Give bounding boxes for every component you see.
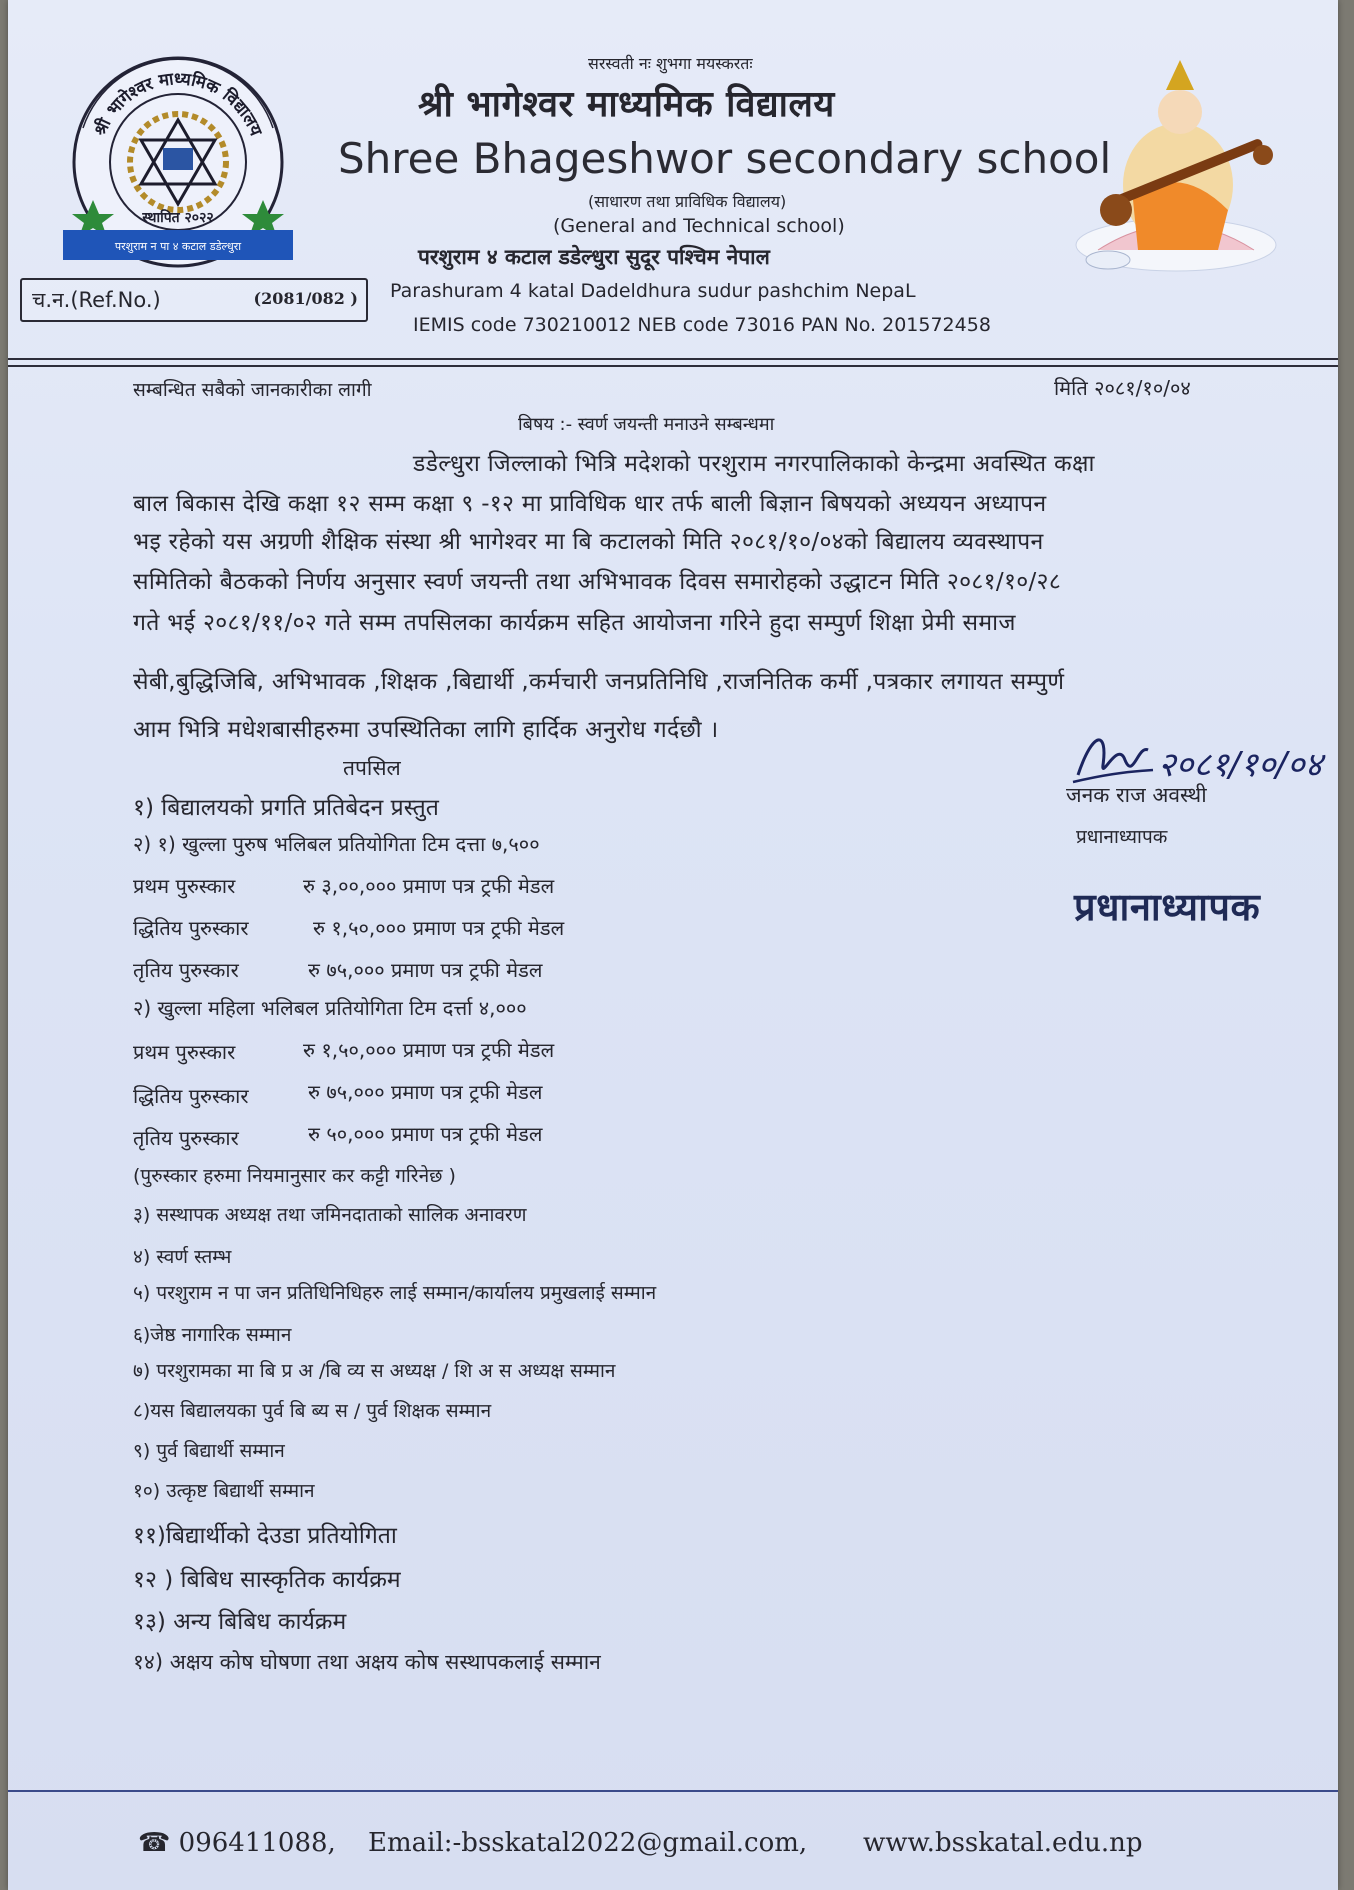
saraswati-image bbox=[1058, 50, 1293, 280]
body-line: भइ रहेको यस अग्रणी शैक्षिक संस्था श्री भागेश्वर मा बि कटालको मिति २०८१/१०/०४को बिद्यालय व्यवस्थापन bbox=[133, 529, 1044, 555]
body-line: समितिको बैठकको निर्णय अनुसार स्वर्ण जयन्ती तथा अभिभावक दिवस समारोहको उद्धाटन मिति २०८१/१०/२८ bbox=[133, 569, 1062, 595]
reference-label: च.न.(Ref.No.) bbox=[32, 288, 161, 312]
prize-label: प्रथम पुरुस्कार bbox=[133, 1040, 236, 1064]
prize-label: द्धितिय पुरुस्कार bbox=[133, 916, 249, 940]
school-name-nepali: श्री भागेश्वर माध्यमिक विद्यालय bbox=[418, 84, 835, 125]
reference-year: (2081/082 ) bbox=[253, 289, 358, 308]
prize-label: द्धितिय पुरुस्कार bbox=[133, 1084, 249, 1108]
body-line: आम भित्रि मधेशबासीहरुमा उपस्थितिका लागि हार्दिक अनुरोध गर्दछौ । bbox=[133, 717, 719, 743]
program-item: १२ ) बिबिध सास्कृतिक कार्यक्रम bbox=[133, 1567, 401, 1593]
program-item: ५) परशुराम न पा जन प्रतिधिनिधिहरु लाई सम्मान/कार्यालय प्रमुखलाई सम्मान bbox=[133, 1282, 657, 1304]
tax-note: (पुरुस्कार हरुमा नियमानुसार कर कट्टी गरिनेछ ) bbox=[133, 1165, 456, 1187]
school-name-english: Shree Bhageshwor secondary school bbox=[338, 134, 1112, 183]
prize-detail: रु ७५,००० प्रमाण पत्र ट्रफी मेडल bbox=[308, 958, 543, 982]
footer-divider bbox=[8, 1790, 1338, 1792]
program-item: ६)जेष्ठ नागारिक सम्मान bbox=[133, 1324, 292, 1346]
program-item: १३) अन्य बिबिध कार्यक्रम bbox=[133, 1609, 347, 1635]
reference-number-box bbox=[20, 278, 368, 322]
prize-label: तृतिय पुरुस्कार bbox=[133, 958, 239, 982]
email-address: Email:-bsskatal2022@gmail.com, bbox=[368, 1828, 808, 1858]
program-item: १४) अक्षय कोष घोषणा तथा अक्षय कोष सस्थापकलाई सम्मान bbox=[133, 1650, 601, 1674]
prize-detail: रु ५०,००० प्रमाण पत्र ट्रफी मेडल bbox=[308, 1122, 543, 1146]
body-line: गते भई २०८१/११/०२ गते सम्म तपसिलका कार्यक्रम सहित आयोजना गरिने हुदा सम्पुर्ण शिक्षा प्रेमी समाज bbox=[133, 610, 1016, 636]
letter-date: मिति २०८१/१०/०४ bbox=[1054, 376, 1191, 400]
program-item: १०) उत्कृष्ट बिद्यार्थी सम्मान bbox=[133, 1480, 315, 1502]
logo-arc-text: श्री भागेश्वर माध्यमिक विद्यालय bbox=[90, 69, 266, 139]
header-divider bbox=[8, 358, 1338, 360]
body-line: बाल बिकास देखि कक्षा १२ सम्म कक्षा ९ -१२ मा प्राविधिक धार तर्फ बाली बिज्ञान बिषयको अध्ययन अध्यापन bbox=[133, 491, 1047, 517]
address-english: Parashuram 4 katal Dadeldhura sudur pashchim NepaL bbox=[390, 280, 916, 302]
body-line: डडेल्धुरा जिल्लाको भित्रि मदेशको परशुराम नगरपालिकाको केन्द्रमा अवस्थित कक्षा bbox=[413, 451, 1095, 477]
prize-detail: रु १,५०,००० प्रमाण पत्र ट्रफी मेडल bbox=[303, 1038, 555, 1062]
body-line: सेबी,बुद्धिजिबि, अभिभावक ,शिक्षक ,बिद्यार्थी ,कर्मचारी जनप्रतिनिधि ,राजनितिक कर्मी ,पत्रकार लगायत सम्पुर्ण bbox=[133, 669, 1065, 695]
logo-established-text: स्थापित २०२२ bbox=[142, 210, 214, 226]
website-url: www.bsskatal.edu.np bbox=[863, 1828, 1143, 1858]
prize-detail: रु ३,००,००० प्रमाण पत्र ट्रफी मेडल bbox=[303, 874, 555, 898]
header-divider-2 bbox=[8, 365, 1338, 367]
prize-label: प्रथम पुरुस्कार bbox=[133, 874, 236, 898]
institution-codes: IEMIS code 730210012 NEB code 73016 PAN No. 201572458 bbox=[413, 314, 991, 336]
prize-detail: रु ७५,००० प्रमाण पत्र ट्रफी मेडल bbox=[308, 1080, 543, 1104]
program-item: ७) परशुरामका मा बि प्र अ /बि व्य स अध्यक्ष / शि अ स अध्यक्ष सम्मान bbox=[133, 1360, 616, 1382]
program-item: १) बिद्यालयको प्रगति प्रतिबेदन प्रस्तुत bbox=[133, 795, 439, 821]
program-item: ४) स्वर्ण स्तम्भ bbox=[133, 1246, 232, 1268]
school-logo bbox=[63, 50, 293, 275]
principal-title: प्रधानाध्यापक bbox=[1076, 826, 1168, 848]
principal-stamp: प्रधानाध्यापक bbox=[1074, 885, 1261, 929]
phone-icon: ☎ bbox=[138, 1828, 171, 1858]
recipient-line: सम्बन्धित सबैको जानकारीका लागी bbox=[133, 379, 372, 401]
program-item: ११)बिद्यार्थीको देउडा प्रतियोगिता bbox=[133, 1523, 397, 1549]
school-type-nepali: (साधारण तथा प्राविधिक विद्यालय) bbox=[588, 192, 787, 211]
prize-detail: रु १,५०,००० प्रमाण पत्र ट्रफी मेडल bbox=[313, 916, 565, 940]
program-item: २) खुल्ला महिला भलिबल प्रतियोगिता टिम दर्त्ता ४,००० bbox=[133, 996, 527, 1020]
program-item: २) १) खुल्ला पुरुष भलिबल प्रतियोगिता टिम दत्ता ७,५०० bbox=[133, 832, 540, 856]
school-type-english: (General and Technical school) bbox=[553, 215, 845, 237]
details-heading: तपसिल bbox=[343, 756, 401, 780]
address-nepali: परशुराम ४ कटाल डडेल्धुरा सुदूर पश्चिम नेपाल bbox=[418, 245, 770, 269]
program-item: ९) पुर्व बिद्यार्थी सम्मान bbox=[133, 1440, 285, 1462]
program-item: ८)यस बिद्यालयका पुर्व बि ब्य स / पुर्व शिक्षक सम्मान bbox=[133, 1400, 492, 1422]
principal-name: जनक राज अवस्थी bbox=[1066, 783, 1207, 807]
phone-number: ☎ 096411088, bbox=[138, 1828, 336, 1858]
prize-label: तृतिय पुरुस्कार bbox=[133, 1126, 239, 1150]
program-item: ३) सस्थापक अध्यक्ष तथा जमिनदाताको सालिक अनावरण bbox=[133, 1204, 527, 1226]
logo-band-text: परशुराम न पा ४ कटाल डडेल्धुरा bbox=[114, 240, 242, 253]
subject-line: बिषय :- स्वर्ण जयन्ती मनाउने सम्बन्धमा bbox=[518, 414, 775, 435]
signature-date: २०८१/१०/०४ bbox=[1158, 745, 1323, 785]
letter-paper bbox=[8, 0, 1338, 1890]
motto: सरस्वती नः शुभगा मयस्करतः bbox=[588, 54, 753, 73]
